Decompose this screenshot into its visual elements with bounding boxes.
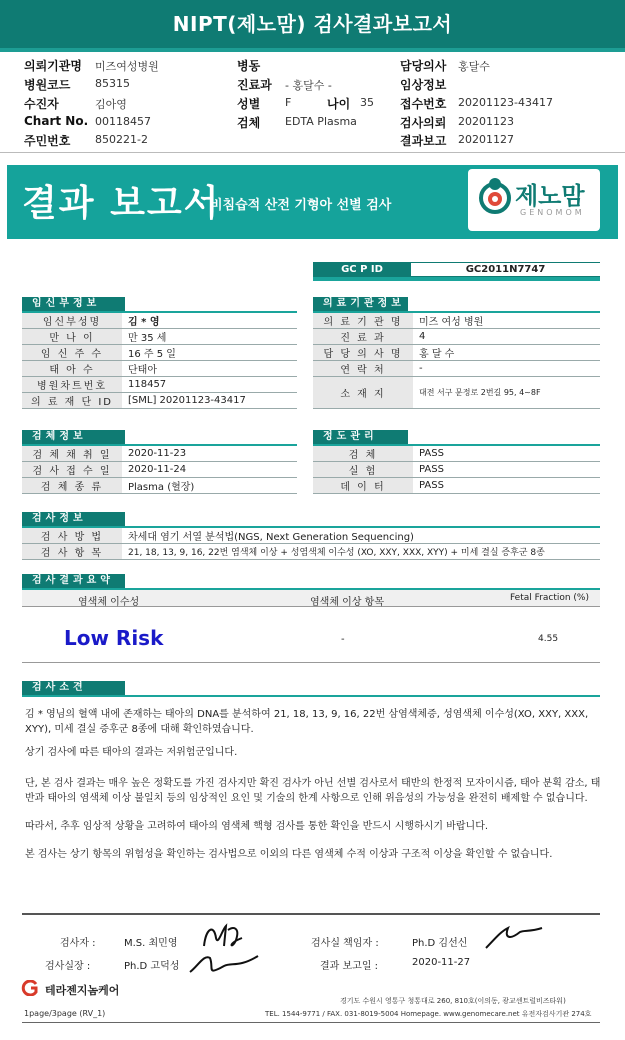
table-row bbox=[313, 361, 600, 377]
director-name: Ph.D 고덕성 bbox=[124, 961, 180, 972]
row-value: [SML] 20201123-43417 bbox=[122, 393, 297, 409]
label-id-no: 주민번호 bbox=[24, 134, 71, 148]
row-label: 임신부성명 bbox=[22, 313, 122, 329]
gc-pid-label: GC P ID bbox=[313, 262, 411, 277]
page-number: 1page/3page (RV_1) bbox=[24, 1009, 106, 1018]
label-patient: 수진자 bbox=[24, 97, 59, 111]
info-divider bbox=[0, 152, 625, 153]
table-row bbox=[313, 329, 600, 345]
director-signature-icon bbox=[184, 946, 264, 980]
company-address: 경기도 수원시 영통구 청통대로 260, 810호(이의동, 광교센트럴비즈타워) bbox=[340, 997, 566, 1005]
manager-signature-icon bbox=[480, 918, 550, 954]
row-label: 검 사 항 목 bbox=[22, 544, 122, 560]
row-value: 대전 서구 문정로 2번길 95, 4~8F bbox=[413, 377, 600, 409]
section-summary: 검사결과요약 bbox=[22, 574, 125, 588]
gc-pid-underline bbox=[313, 277, 600, 281]
row-label: 데 이 터 bbox=[313, 478, 413, 494]
header-divider bbox=[0, 48, 625, 52]
report-date-value: 2020-11-27 bbox=[412, 957, 471, 968]
row-value: 4 bbox=[413, 329, 600, 345]
summary-bottom-line bbox=[22, 662, 600, 663]
company-logo-icon bbox=[20, 980, 42, 996]
row-label: 담 당 의 사 명 bbox=[313, 345, 413, 361]
label-sex: 성별 bbox=[237, 97, 261, 111]
table-row bbox=[313, 345, 600, 361]
section-findings: 검사소견 bbox=[22, 681, 125, 695]
row-value: 118457 bbox=[122, 377, 297, 393]
table-row bbox=[313, 462, 600, 478]
director-label: 검사실장 : bbox=[45, 961, 91, 972]
gc-pid-value: GC2011N7747 bbox=[411, 262, 600, 277]
finding-paragraph: 상기 검사에 따른 태아의 결과는 저위험군입니다. bbox=[25, 747, 238, 758]
row-label: 소 재 지 bbox=[313, 377, 413, 409]
company-contact: TEL. 1544-9771 / FAX. 031-8019-5004 Homepage. www.genomecare.net 유전자검사기관 274호 bbox=[265, 1010, 592, 1018]
label-ward: 병동 bbox=[237, 59, 261, 73]
table-row bbox=[313, 377, 600, 409]
row-label: 임 신 주 수 bbox=[22, 345, 122, 361]
row-value: 단태아 bbox=[122, 361, 297, 377]
table-row bbox=[22, 329, 297, 345]
value-institution: 미즈여성병원 bbox=[95, 60, 159, 73]
label-request-date: 검사의뢰 bbox=[400, 116, 447, 130]
table-row bbox=[22, 313, 297, 329]
section-line bbox=[22, 695, 600, 697]
tester-name: M.S. 최민영 bbox=[124, 938, 178, 949]
table-row bbox=[22, 478, 297, 494]
value-request-date: 20201123 bbox=[458, 115, 514, 128]
row-label: 진 료 과 bbox=[313, 329, 413, 345]
label-age: 나이 bbox=[327, 97, 351, 111]
value-id-no: 850221-2 bbox=[95, 133, 148, 146]
label-report-date: 결과보고 bbox=[400, 134, 447, 148]
manager-label: 검사실 책임자 : bbox=[311, 938, 379, 949]
company-name: 테라젠지놈케어 bbox=[45, 984, 120, 997]
logo-text: 제노맘 bbox=[515, 182, 585, 210]
summary-col-fetal-fraction: Fetal Fraction (%) bbox=[510, 593, 589, 603]
row-value: 2020-11-23 bbox=[122, 446, 297, 462]
label-dept: 진료과 bbox=[237, 78, 272, 92]
logo-subtext: GENOMOM bbox=[520, 208, 585, 217]
table-row bbox=[313, 478, 600, 494]
pregnant-info-table bbox=[22, 313, 297, 409]
value-doctor: 홍달수 bbox=[458, 60, 490, 73]
specimen-info-table bbox=[22, 446, 297, 494]
tester-label: 검사자 : bbox=[60, 938, 96, 949]
section-institution-info: 의료기관정보 bbox=[313, 297, 408, 311]
row-label: 의 료 기 관 명 bbox=[313, 313, 413, 329]
label-specimen: 검체 bbox=[237, 116, 261, 130]
row-value: 차세대 염기 서열 분석법(NGS, Next Generation Sequencing) bbox=[122, 528, 600, 544]
table-row bbox=[22, 345, 297, 361]
row-value: PASS bbox=[413, 446, 600, 462]
value-hospital-code: 85315 bbox=[95, 77, 130, 90]
summary-col-abnormal: 염색체 이상 항목 bbox=[310, 597, 384, 608]
row-value: Plasma (혈장) bbox=[122, 478, 297, 494]
row-label: 병원차트번호 bbox=[22, 377, 122, 393]
result-fetal-fraction: 4.55 bbox=[538, 634, 559, 644]
banner-subtitle: 비침습적 산전 기형아 선별 검사 bbox=[210, 198, 392, 213]
table-row bbox=[22, 528, 600, 544]
label-hospital-code: 병원코드 bbox=[24, 78, 71, 92]
value-dept: - 홍달수 - bbox=[285, 79, 332, 92]
row-label: 만 나 이 bbox=[22, 329, 122, 345]
row-value: 김 * 영 bbox=[122, 313, 297, 329]
genomom-logo-icon bbox=[478, 176, 512, 216]
finding-paragraph: 본 검사는 상기 항목의 위험성을 확인하는 검사법으로 이외의 다른 염색체 수적 이상과 구조적 이상을 확인할 수 없습니다. bbox=[25, 849, 553, 860]
test-info-table bbox=[22, 528, 600, 560]
row-label: 검 체 bbox=[313, 446, 413, 462]
value-age: 35 bbox=[360, 96, 374, 109]
table-row bbox=[22, 544, 600, 560]
row-label: 검 체 종 류 bbox=[22, 478, 122, 494]
row-value: 홍 달 수 bbox=[413, 345, 600, 361]
table-row bbox=[313, 446, 600, 462]
row-label: 검 체 채 취 일 bbox=[22, 446, 122, 462]
row-value: - bbox=[413, 361, 600, 377]
row-value: PASS bbox=[413, 462, 600, 478]
report-title: NIPT(제노맘) 검사결과보고서 bbox=[0, 0, 625, 48]
row-label: 연 락 처 bbox=[313, 361, 413, 377]
label-chart-no: Chart No. bbox=[24, 114, 89, 128]
table-row bbox=[22, 462, 297, 478]
banner-title: 결과 보고서 bbox=[22, 183, 221, 224]
finding-paragraph: 따라서, 추후 임상적 상황을 고려하여 태아의 염색체 핵형 검사를 통한 확인을 반드시 시행하시기 바랍니다. bbox=[25, 821, 489, 832]
row-value: 만 35 세 bbox=[122, 329, 297, 345]
value-receipt-no: 20201123-43417 bbox=[458, 96, 553, 109]
value-specimen: EDTA Plasma bbox=[285, 115, 357, 128]
row-value: 미즈 여성 병원 bbox=[413, 313, 600, 329]
table-row bbox=[22, 377, 297, 393]
section-test-info: 검사정보 bbox=[22, 512, 125, 526]
section-qc-info: 정도관리 bbox=[313, 430, 408, 444]
table-row bbox=[22, 361, 297, 377]
row-label: 실 험 bbox=[313, 462, 413, 478]
finding-paragraph: 단, 본 검사 결과는 매우 높은 정확도를 가진 검사지만 확진 검사가 아닌 선별 검사로서 태반의 한정적 모자이시즘, 태아 분획 감소, 태반과 태아의 염색체 이상 불일치 등의 임상적인 요인 및 기술의 한계 사항으로 인해 위음성의 가능성을 완전히 배제할 수 없습니다. bbox=[25, 778, 601, 804]
institution-info-table bbox=[313, 313, 600, 409]
table-row bbox=[313, 313, 600, 329]
result-abnormal-item: - bbox=[341, 634, 345, 645]
value-sex: F bbox=[285, 96, 292, 109]
row-value: PASS bbox=[413, 478, 600, 494]
manager-name: Ph.D 김선신 bbox=[412, 938, 468, 949]
label-clinical-info: 임상정보 bbox=[400, 78, 447, 92]
row-label: 검 사 접 수 일 bbox=[22, 462, 122, 478]
signature-divider bbox=[22, 913, 600, 915]
qc-info-table bbox=[313, 446, 600, 494]
value-chart-no: 00118457 bbox=[95, 115, 151, 128]
row-label: 태 아 수 bbox=[22, 361, 122, 377]
row-value: 2020-11-24 bbox=[122, 462, 297, 478]
row-value: 21, 18, 13, 9, 16, 22번 염색체 이상 + 성염색체 이수성 (XO, XXY, XXX, XYY) + 미세 결실 증후군 8종 bbox=[122, 544, 600, 560]
report-date-label: 결과 보고일 : bbox=[320, 961, 379, 972]
label-institution: 의뢰기관명 bbox=[24, 59, 82, 73]
table-row bbox=[22, 393, 297, 409]
table-row bbox=[22, 446, 297, 462]
row-value: 16 주 5 일 bbox=[122, 345, 297, 361]
row-label: 의 료 재 단 ID bbox=[22, 393, 122, 409]
result-risk: Low Risk bbox=[64, 626, 164, 650]
summary-col-aneuploidy: 염색체 이수성 bbox=[78, 597, 140, 608]
value-report-date: 20201127 bbox=[458, 133, 514, 146]
label-doctor: 담당의사 bbox=[400, 59, 447, 73]
row-label: 검 사 방 법 bbox=[22, 528, 122, 544]
footer-bottom-line bbox=[22, 1022, 600, 1023]
section-pregnant-info: 임신부정보 bbox=[22, 297, 125, 311]
section-specimen-info: 검체정보 bbox=[22, 430, 125, 444]
label-receipt-no: 접수번호 bbox=[400, 97, 447, 111]
value-patient: 김아영 bbox=[95, 98, 127, 111]
finding-paragraph: 김 * 영님의 혈액 내에 존재하는 태아의 DNA를 분석하여 21, 18, 13, 9, 16, 22번 삼염색체증, 성염색체 이수성(XO, XXY, XXX, XYY), 미세 결실 증후군 8종에 대해 확인하였습니다. bbox=[25, 709, 589, 735]
